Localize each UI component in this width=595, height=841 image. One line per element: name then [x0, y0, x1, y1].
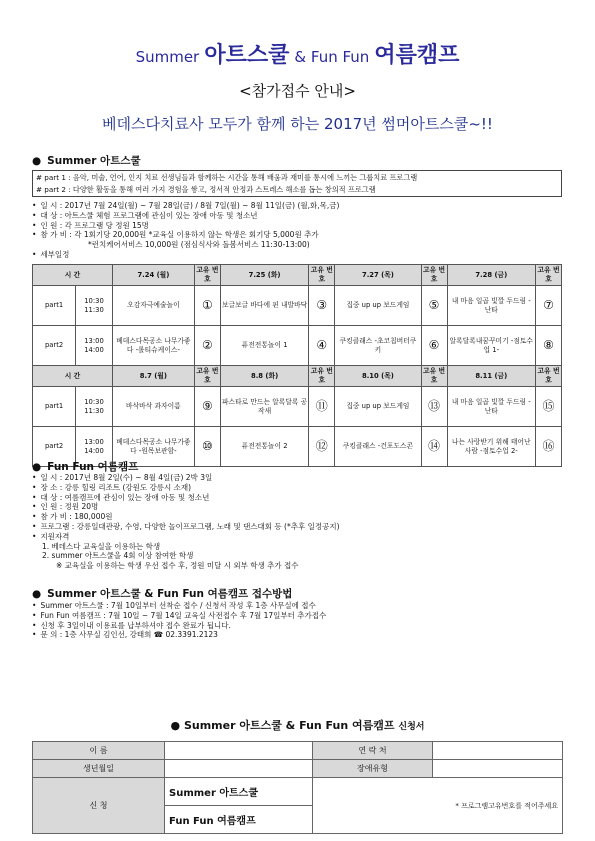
program-name: 집중 up up 보드게임 — [335, 286, 421, 326]
funfun-program: • 프로그램 : 강릉일대관광, 수영, 다양한 놀이프로그램, 노래 및 댄스대회 등 (*추후 일정공지) — [32, 522, 340, 532]
apply-payment: • 신청 후 3일이내 이용료를 납부하셔야 접수 완료가 됩니다. — [32, 621, 326, 631]
program-name: 베데스다목공소 나무가좋다 -롤티슈케이스- — [112, 326, 194, 366]
date-header: 7.24 (월) — [112, 265, 194, 286]
summer-date: • 일 시 : 2017년 7월 24일(월) ~ 7월 28일(금) / 8월 7일(월) ~ 8월 11일(금) (월,화,목,금) — [32, 201, 339, 211]
code-header: 고유 번호 — [309, 265, 335, 286]
date-header: 8.7 (월) — [112, 366, 194, 387]
program-code: ⑯ — [536, 427, 562, 467]
program-code: ③ — [309, 286, 335, 326]
code-header: 고유 번호 — [536, 366, 562, 387]
time-cell: 10:30 11:30 — [76, 286, 113, 326]
program-name: 퓨전전통놀이 1 — [220, 326, 309, 366]
program-code: ⑥ — [421, 326, 447, 366]
code-header: 고유 번호 — [309, 366, 335, 387]
apply-info-list — [32, 601, 326, 640]
code-header: 고유 번호 — [194, 366, 220, 387]
summer-capacity: • 인 원 : 각 프로그램 당 정원 15명 — [32, 221, 339, 231]
funfun-capacity: • 인 원 : 정원 20명 — [32, 502, 340, 512]
subtitle: <참가접수 안내> — [239, 82, 356, 100]
schedule-header-row — [33, 366, 562, 387]
program-name: 베데스다목공소 나무가좋다 -원목보관함- — [112, 427, 194, 467]
birth-label: 생년월일 — [33, 760, 165, 778]
disability-field[interactable] — [433, 760, 563, 778]
program-name: 집중 up up 보드게임 — [335, 387, 421, 427]
contact-label: 연 락 처 — [313, 742, 433, 760]
prog-summer-label: Summer 아트스쿨 — [165, 778, 313, 806]
title-camp: 여름캠프 — [374, 43, 460, 68]
program-name: 쿠킹클래스 -건포도스콘 — [335, 427, 421, 467]
program-code: ② — [194, 326, 220, 366]
funfun-heading: ● Fun Fun 여름캠프 — [32, 459, 138, 474]
part1-text: # part 1 : 음악, 미술, 언어, 인지 치료 선생님들과 함께하는 시간을 통해 배움과 재미를 통시에 느끼는 그룹치료 프로그램 — [36, 173, 418, 182]
part-label: part1 — [33, 387, 76, 427]
apply-heading: ● Summer 아트스쿨 & Fun Fun 여름캠프 접수방법 — [32, 586, 292, 601]
headline: 베데스다치료사 모두가 함께 하는 2017년 썸머아트스쿨~!! — [102, 115, 493, 133]
funfun-qual-label: • 지원자격 — [32, 532, 340, 542]
apply-contact: • 문 의 : 1층 사무실 김인선, 강태희 ☎ 02.3391.2123 — [32, 630, 326, 640]
program-code: ⑧ — [536, 326, 562, 366]
schedule-header-row — [33, 265, 562, 286]
program-name: 오감자극예술놀이 — [112, 286, 194, 326]
form-title-suffix: 신청서 — [398, 722, 425, 732]
program-name: 퓨전전통놀이 2 — [220, 427, 309, 467]
part-label: part2 — [33, 326, 76, 366]
time-header: 시 간 — [33, 366, 113, 387]
application-form — [32, 741, 563, 834]
funfun-qual-note: ※ 교육실을 이용하는 학생 우선 접수 후, 정원 미달 시 외부 학생 추가 접수 — [56, 561, 299, 571]
funfun-target: • 대 상 : 여름캠프에 관심이 있는 장애 아동 및 청소년 — [32, 493, 340, 503]
time-header: 시 간 — [33, 265, 113, 286]
part-label: part1 — [33, 286, 76, 326]
program-code-note: * 프로그램고유번호를 적어주세요 — [455, 801, 558, 810]
program-name: 파스타로 만드는 알록달록 공작새 — [220, 387, 309, 427]
name-label: 이 름 — [33, 742, 165, 760]
title-artschool: 아트스쿨 — [204, 43, 290, 68]
part2-text: # part 2 : 다양한 활동을 통해 여러 가지 경험을 쌓고, 정서적 안정과 스트레스 해소를 돕는 창의적 프로그램 — [36, 185, 376, 194]
part-description-box — [32, 170, 562, 197]
summer-info-list — [32, 201, 339, 260]
form-title-text: Summer 아트스쿨 & Fun Fun 여름캠프 — [183, 719, 395, 732]
summer-fee: • 참 가 비 : 각 1회기당 20,000원 *교육실 이용하지 않는 학생은 회기당 5,000원 추가 — [32, 230, 339, 240]
program-name: 나는 사랑받기 위해 태어난 사람 -점토수업 2- — [447, 427, 536, 467]
program-code: ⑬ — [421, 387, 447, 427]
summer-target: • 대 상 : 아트스쿨 체험 프로그램에 관심이 있는 장애 아동 및 청소년 — [32, 211, 339, 221]
funfun-place: • 장 소 : 강릉 힐링 리조트 (강원도 강릉시 소재) — [32, 483, 340, 493]
code-header: 고유 번호 — [194, 265, 220, 286]
apply-label: 신 청 — [33, 778, 165, 834]
title-funfun: & Fun Fun — [294, 48, 370, 66]
program-name: 내 마음 일곱 빛깔 두드림 - 난타 — [447, 286, 536, 326]
program-code: ⑮ — [536, 387, 562, 427]
form-title — [0, 717, 595, 733]
schedule-table — [32, 264, 562, 467]
part-label: part2 — [33, 427, 76, 467]
schedule-row — [33, 387, 562, 427]
funfun-qual-2: 2. summer 아트스쿨을 4회 이상 참여한 학생 — [42, 551, 194, 561]
apply-summer: • Summer 아트스쿨 : 7월 10일부터 선착순 접수 / 신청서 작성 후 1층 사무실에 접수 — [32, 601, 326, 611]
program-name: 내 마음 일곱 빛깔 두드림 - 난타 — [447, 387, 536, 427]
birth-field[interactable] — [165, 760, 313, 778]
program-code: ⑩ — [194, 427, 220, 467]
code-header: 고유 번호 — [421, 366, 447, 387]
program-name: 쿠킹클래스 -초코칩버터쿠키 — [335, 326, 421, 366]
program-code-field[interactable] — [313, 778, 563, 834]
time-cell: 13:00 14:00 — [76, 427, 113, 467]
program-name: 보글보글 바다에 핀 내발바닥 — [220, 286, 309, 326]
summer-schedule-label: • 세부일정 — [32, 250, 339, 260]
contact-field[interactable] — [433, 742, 563, 760]
schedule-row — [33, 326, 562, 366]
page-title — [0, 38, 595, 69]
program-code: ⑫ — [309, 427, 335, 467]
date-header: 8.11 (금) — [447, 366, 536, 387]
code-header: 고유 번호 — [536, 265, 562, 286]
program-name: 바삭바삭 과자이름 — [112, 387, 194, 427]
funfun-qual-1: 1. 베데스다 교육실을 이용하는 학생 — [42, 541, 161, 551]
funfun-info-list — [32, 473, 340, 571]
program-name: 알록달록내꿈꾸미기 -점토수업 1- — [447, 326, 536, 366]
funfun-fee: • 참 가 비 : 180,000원 — [32, 512, 340, 522]
summer-lunch: *런치케어서비스 10,000원 (점심식사와 돌봄서비스 11:30-13:00) — [88, 240, 310, 250]
program-code: ⑦ — [536, 286, 562, 326]
date-header: 7.25 (화) — [220, 265, 309, 286]
code-header: 고유 번호 — [421, 265, 447, 286]
apply-funfun: • Fun Fun 여름캠프 : 7월 10일 ~ 7월 14일 교육실 사전접수 후 7월 17일부터 추가접수 — [32, 611, 326, 621]
time-cell: 13:00 14:00 — [76, 326, 113, 366]
program-code: ⑭ — [421, 427, 447, 467]
program-code: ⑤ — [421, 286, 447, 326]
date-header: 8.10 (목) — [335, 366, 421, 387]
title-summer: Summer — [135, 48, 200, 66]
date-header: 8.8 (화) — [220, 366, 309, 387]
program-code: ⑪ — [309, 387, 335, 427]
bullet-icon: ● — [170, 719, 184, 732]
prog-funfun-label: Fun Fun 여름캠프 — [165, 806, 313, 834]
date-header: 7.28 (금) — [447, 265, 536, 286]
name-field[interactable] — [165, 742, 313, 760]
date-header: 7.27 (목) — [335, 265, 421, 286]
summer-heading: ● Summer 아트스쿨 — [32, 153, 141, 168]
schedule-row — [33, 286, 562, 326]
program-code: ① — [194, 286, 220, 326]
disability-label: 장애유형 — [313, 760, 433, 778]
program-code: ④ — [309, 326, 335, 366]
funfun-date: • 일 시 : 2017년 8월 2일(수) ~ 8월 4일(금) 2박 3일 — [32, 473, 340, 483]
time-cell: 10:30 11:30 — [76, 387, 113, 427]
program-code: ⑨ — [194, 387, 220, 427]
